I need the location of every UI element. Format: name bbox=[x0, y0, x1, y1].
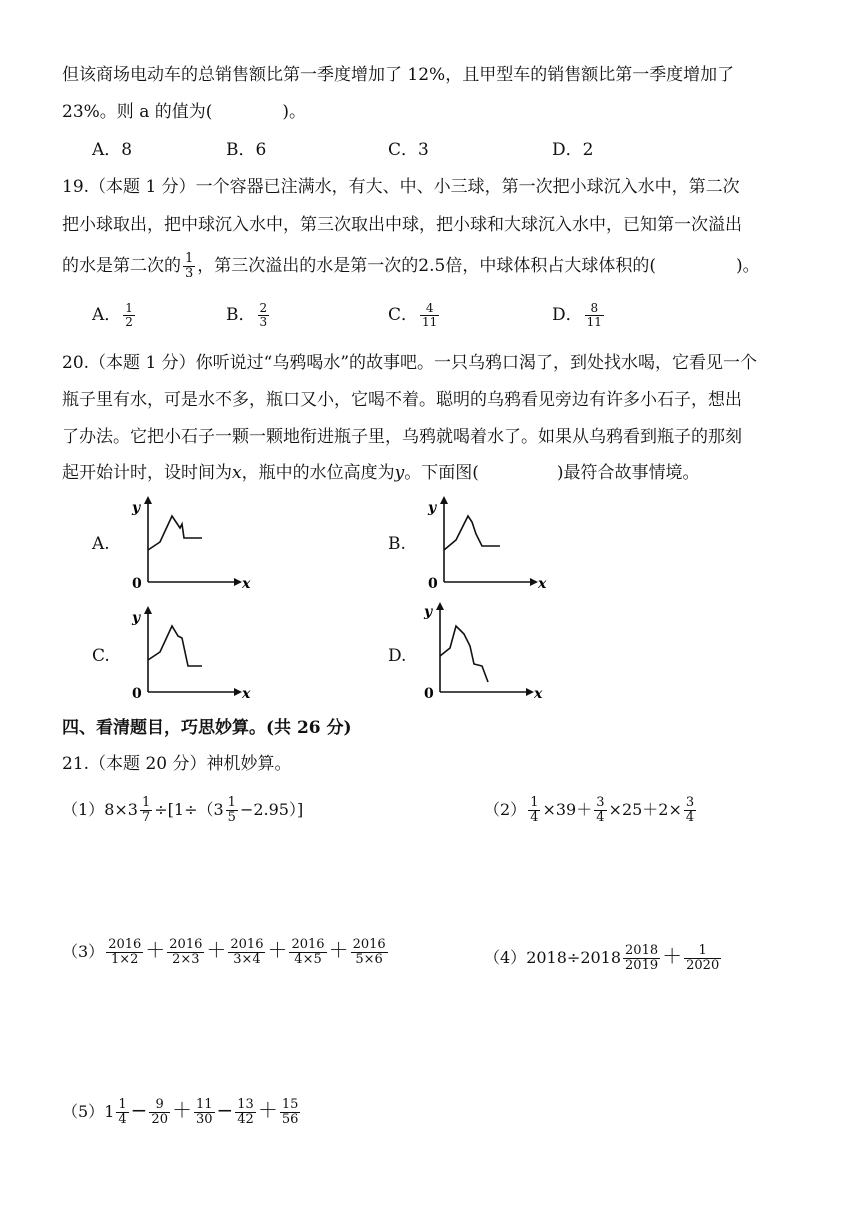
q21-part3: （3） $\frac{2016}{1\times 2}$ ＋ $\frac{2016}{2\times 3}$ ＋ $\frac{2016}{3\times 4}$ ＋ $\frac{2016}{4\times 5}$ ＋ $\frac{2016}{5\times 6}$ bbox=[62, 937, 386, 967]
q19-line3-c: )。 bbox=[735, 256, 760, 276]
graph-b-x-label: x bbox=[538, 576, 547, 592]
q18-line1: 但该商场电动车的总销售额比第一季度增加了 12%，且甲型车的销售额比第一季度增加了 bbox=[62, 65, 735, 85]
q20-line1: 20.（本题 1 分）你听说过“乌鸦喝水”的故事吧。一只乌鸦口渴了，到处找水喝，它看见一个 bbox=[62, 353, 758, 373]
graph-d-label: D. bbox=[388, 646, 407, 666]
graph-b-label: B. bbox=[388, 534, 406, 554]
graph-c-y-label: y bbox=[132, 610, 141, 626]
q18-option-d: D．2 bbox=[552, 140, 594, 160]
q19-option-c: C． $\frac{4}{11}$ bbox=[388, 301, 438, 329]
q18-line2 bbox=[62, 101, 306, 123]
q18-line2-text: 23%。则 a 的值为( bbox=[62, 102, 213, 122]
graph-a-x-label: x bbox=[242, 576, 251, 592]
q18-option-a: A．8 bbox=[92, 140, 133, 160]
q21-part1: （1）8×3 $\frac{1}{7}$ ÷[1÷（3 $\frac{1}{5}$ −2.95）] bbox=[62, 795, 304, 825]
section4-title: 四、看清题目，巧思妙算。(共 26 分) bbox=[62, 718, 352, 738]
graph-c-label: C. bbox=[92, 646, 110, 666]
q19-line3-a: 的水是第二次的 bbox=[62, 256, 181, 276]
graph-c-origin: 0 bbox=[132, 686, 142, 702]
graph-b bbox=[420, 494, 550, 594]
q21-part2: （2） $\frac{1}{4}$ ×39＋ $\frac{3}{4}$ ×25＋2× $\frac{3}{4}$ bbox=[484, 795, 695, 825]
q18-option-c: C．3 bbox=[388, 140, 429, 160]
graph-c bbox=[124, 604, 254, 704]
q21-part5: （5）1 $\frac{1}{4}$ − $\frac{9}{20}$ ＋ $\frac{11}{30}$ − $\frac{13}{42}$ ＋ $\frac{15}{56}$ bbox=[62, 1097, 299, 1127]
q20-line2: 瓶子里有水，可是水不多，瓶口又小，它喝不着。聪明的乌鸦看见旁边有许多小石子，想出 bbox=[62, 390, 742, 410]
graph-d-x-label: x bbox=[534, 686, 543, 702]
graph-a-origin: 0 bbox=[132, 576, 142, 592]
graph-d-y-label: y bbox=[424, 604, 433, 620]
q19-line1: 19.（本题 1 分）一个容器已注满水，有大、中、小三球，第一次把小球沉入水中，第二次 bbox=[62, 177, 740, 197]
q19-fraction: $\frac{1}{3}$ bbox=[185, 251, 194, 281]
graph-b-y-label: y bbox=[428, 500, 437, 516]
q19-line3 bbox=[62, 252, 760, 281]
q19-option-a: A． $\frac{1}{2}$ bbox=[92, 301, 133, 329]
graph-d-origin: 0 bbox=[424, 686, 434, 702]
graph-a bbox=[124, 494, 254, 594]
q18-line2-end: )。 bbox=[282, 102, 307, 122]
q18-option-b: B．6 bbox=[226, 140, 267, 160]
q20-line3: 了办法。它把小石子一颗一颗地衔进瓶子里，乌鸦就喝着水了。如果从乌鸦看到瓶子的那刻 bbox=[62, 427, 742, 447]
graph-a-label: A. bbox=[92, 534, 110, 554]
q19-line3-b: ，第三次溢出的水是第一次的2.5倍，中球体积占大球体积的( bbox=[197, 256, 656, 276]
graph-d bbox=[420, 600, 550, 704]
q19-option-b: B． $\frac{2}{3}$ bbox=[226, 301, 268, 329]
q20-line4: 起开始计时，设时间为x，瓶中的水位高度为y。下面图( )最符合故事情境。 bbox=[62, 463, 700, 483]
graph-b-origin: 0 bbox=[428, 576, 438, 592]
graph-c-x-label: x bbox=[242, 686, 251, 702]
q21-title: 21.（本题 20 分）神机妙算。 bbox=[62, 754, 292, 774]
graph-a-y-label: y bbox=[132, 500, 141, 516]
q19-option-d: D． $\frac{8}{11}$ bbox=[552, 301, 602, 329]
q19-line2: 把小球取出，把中球沉入水中，第三次取出中球，把小球和大球沉入水中，已知第一次溢出 bbox=[62, 215, 742, 235]
q21-part4: （4）2018÷2018 $\frac{2018}{2019}$ ＋ $\frac{1}{2020}$ bbox=[484, 943, 720, 973]
